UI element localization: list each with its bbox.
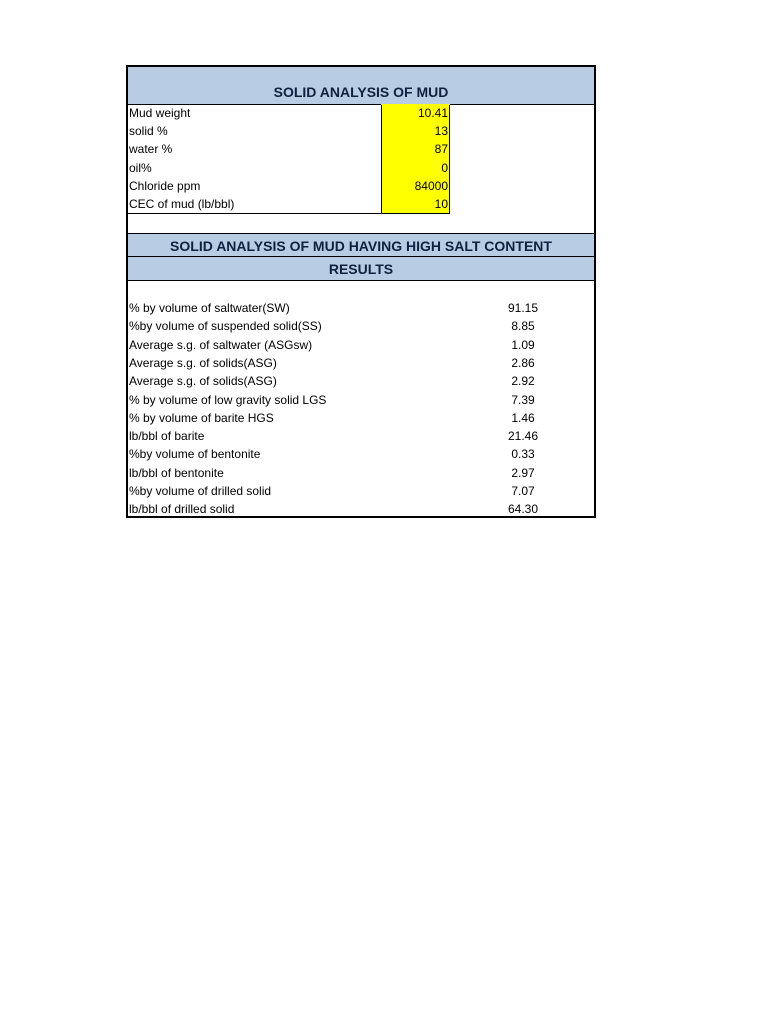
input-label: Mud weight — [129, 106, 191, 120]
result-value: 1.46 — [511, 410, 535, 425]
result-label: lb/bbl of barite — [129, 429, 205, 444]
result-label: % by volume of barite HGS — [129, 410, 274, 425]
result-value: 2.97 — [511, 465, 535, 480]
result-value: 7.39 — [511, 392, 535, 407]
result-row — [128, 409, 594, 427]
result-value: 1.09 — [511, 337, 535, 352]
result-value: 2.86 — [511, 355, 535, 370]
section-title: SOLID ANALYSIS OF MUD HAVING HIGH SALT CONTENT — [128, 233, 594, 257]
sheet-title: SOLID ANALYSIS OF MUD — [128, 67, 594, 105]
result-label: lb/bbl of bentonite — [129, 465, 224, 480]
result-row — [128, 336, 594, 354]
result-row — [128, 372, 594, 390]
result-value: 2.92 — [511, 374, 535, 389]
result-label: lb/bbl of drilled solid — [129, 502, 235, 517]
input-value-cell[interactable]: 0 — [381, 159, 450, 177]
result-value: 0.33 — [511, 447, 535, 462]
result-row — [128, 317, 594, 335]
result-label: Average s.g. of solids(ASG) — [129, 355, 277, 370]
result-row — [128, 482, 594, 500]
result-value: 21.46 — [507, 429, 539, 444]
result-label: %by volume of bentonite — [129, 447, 261, 462]
result-label: Average s.g. of saltwater (ASGsw) — [129, 337, 313, 352]
result-row — [128, 391, 594, 409]
result-label: % by volume of low gravity solid LGS — [129, 392, 327, 407]
result-row — [128, 445, 594, 463]
result-label: %by volume of drilled solid — [129, 484, 272, 498]
input-label: water % — [129, 142, 173, 157]
spreadsheet-table — [126, 65, 596, 518]
results-title: RESULTS — [128, 257, 594, 281]
result-label: %by volume of suspended solid(SS) — [129, 319, 322, 334]
input-value-cell[interactable]: 87 — [381, 140, 450, 158]
result-row — [128, 354, 594, 372]
result-value: 64.30 — [507, 502, 539, 517]
result-row — [128, 500, 594, 518]
input-label: oil% — [129, 160, 152, 175]
input-value-cell[interactable]: 10.41 — [381, 104, 450, 122]
input-value-cell[interactable]: 10 — [381, 195, 450, 213]
result-value: 7.07 — [511, 484, 535, 498]
input-value-cell[interactable]: 84000 — [381, 177, 450, 195]
result-row — [128, 464, 594, 482]
input-value-cell[interactable]: 13 — [381, 122, 450, 140]
result-value: 91.15 — [507, 301, 539, 315]
input-label: solid % — [129, 124, 168, 139]
result-row — [128, 427, 594, 445]
input-label: Chloride ppm — [129, 178, 201, 193]
result-value: 8.85 — [511, 319, 535, 334]
result-label: % by volume of saltwater(SW) — [129, 301, 290, 315]
result-row — [128, 299, 594, 317]
input-label: CEC of mud (lb/bbl) — [129, 197, 235, 211]
result-label: Average s.g. of solids(ASG) — [129, 374, 277, 389]
